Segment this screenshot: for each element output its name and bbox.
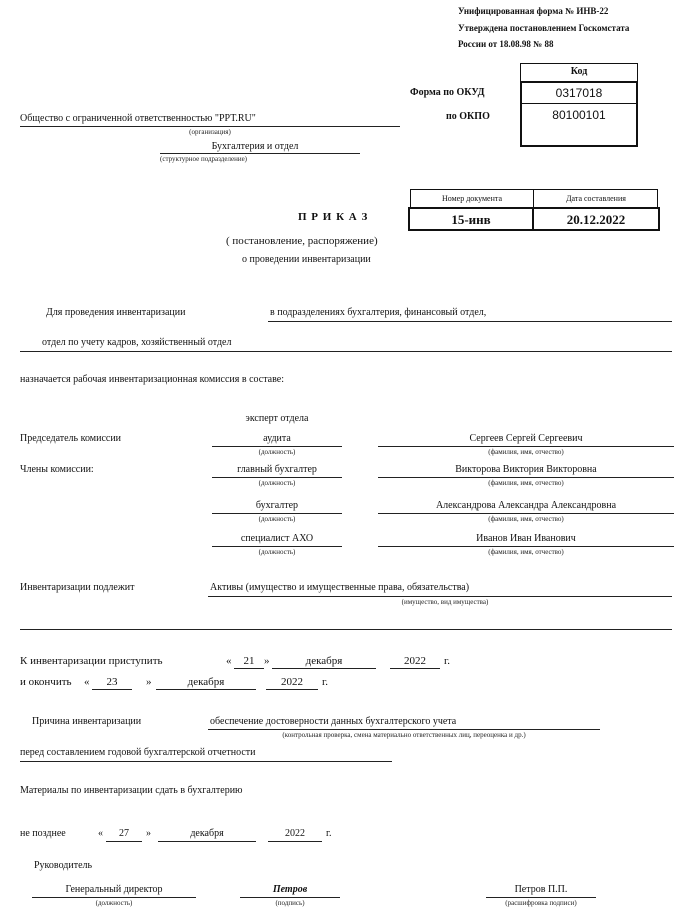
chair-name: Сергеев Сергей Сергеевич (469, 433, 583, 444)
reason-text2: перед составлением годовой бухгалтерской отчетности (20, 747, 256, 758)
form-header-line2: Утверждена постановлением Госкомстата (458, 23, 630, 33)
codes-title-cell (520, 63, 638, 81)
subject-text: Активы (имущество и имущественные права, обязательства) (210, 582, 470, 593)
end-month: декабря (187, 676, 225, 688)
head-label: Руководитель (34, 860, 93, 871)
subject-label: Инвентаризации подлежит (20, 582, 135, 593)
okpo-label: по ОКПО (446, 111, 490, 122)
member-name: Викторова Виктория Викторовна (455, 464, 597, 475)
member-position-caption: (должность) (258, 515, 296, 523)
start-day: 21 (243, 655, 255, 667)
quote-open: « (226, 655, 232, 667)
start-label: К инвентаризации приступить (20, 655, 163, 667)
deadline-year-suffix: г. (326, 828, 332, 839)
deadline-year: 2022 (285, 828, 305, 839)
form-header-line3: России от 18.08.98 № 88 (458, 39, 554, 49)
head-position: Генеральный директор (65, 884, 163, 895)
division-caption: (структурное подразделение) (160, 155, 248, 163)
head-name: Петров П.П. (514, 884, 568, 895)
chair-position-1: эксперт отдела (245, 413, 309, 424)
chair-position-caption: (должность) (258, 448, 296, 456)
head-position-caption: (должность) (95, 899, 133, 907)
okud-value: 0317018 (555, 86, 603, 100)
date-header: Дата составления (566, 194, 626, 203)
number-header: Номер документа (441, 194, 502, 203)
deadline-month: декабря (190, 828, 224, 839)
end-day: 23 (106, 676, 118, 688)
member-position: бухгалтер (255, 500, 299, 511)
organization-caption: (организация) (189, 128, 231, 136)
member-position-caption: (должность) (258, 548, 296, 556)
title-sub: ( постановление, распоряжение) (226, 235, 378, 247)
reason-caption: (контрольная проверка, смена материально ответственных лиц, переоценка и др.) (282, 731, 526, 739)
order-meta-header (410, 189, 658, 207)
quote-close: » (264, 655, 270, 667)
reason-label: Причина инвентаризации (32, 716, 142, 727)
order-date: 20.12.2022 (566, 212, 626, 227)
reason-text: обеспечение достоверности данных бухгалтерского учета (210, 716, 457, 727)
head-signature-caption: (подпись) (275, 899, 305, 907)
page-title: П Р И К А З (298, 211, 369, 223)
purpose-lead: Для проведения инвентаризации (46, 307, 186, 318)
commission-intro: назначается рабочая инвентаризационная комиссия в составе: (20, 374, 284, 385)
member-name-caption: (фамилия, имя, отчество) (488, 548, 564, 556)
deadline-day: 27 (119, 828, 129, 839)
member-position: главный бухгалтер (237, 464, 317, 475)
start-year-suffix: г. (444, 655, 451, 667)
chair-label: Председатель комиссии (20, 433, 122, 444)
organization-name: Общество с ограниченной ответственностью "РРТ.RU" (20, 113, 256, 124)
quote-close: » (146, 676, 152, 688)
okpo-value: 80100101 (552, 108, 606, 122)
members-label: Члены комиссии: (20, 464, 94, 475)
purpose-text2: отдел по учету кадров, хозяйственный отдел (42, 337, 232, 348)
start-month: декабря (305, 655, 343, 667)
member-position: специалист АХО (240, 533, 314, 544)
codes-title: Код (570, 66, 588, 77)
purpose-text1: в подразделениях бухгалтерия, финансовый отдел, (270, 307, 487, 318)
order-meta-values (408, 207, 660, 231)
member-name: Иванов Иван Иванович (476, 533, 576, 544)
materials-text: Материалы по инвентаризации сдать в бухгалтерию (20, 785, 243, 796)
head-signature: Петров (272, 884, 308, 895)
start-year: 2022 (404, 655, 426, 667)
end-year-suffix: г. (322, 676, 329, 688)
head-name-caption: (расшифровка подписи) (505, 899, 577, 907)
member-name: Александрова Александра Александровна (435, 500, 617, 511)
title-about: о проведении инвентаризации (242, 254, 371, 265)
end-label: и окончить (20, 676, 72, 688)
form-header-line1: Унифицированная форма № ИНВ-22 (458, 6, 609, 16)
quote-close: » (146, 828, 151, 839)
codes-values-box (520, 81, 638, 147)
chair-position-2: аудита (263, 433, 291, 444)
quote-open: « (98, 828, 103, 839)
order-number: 15-инв (451, 212, 491, 227)
end-year: 2022 (281, 676, 303, 688)
subject-caption: (имущество, вид имущества) (401, 598, 489, 606)
deadline-label: не позднее (20, 828, 66, 839)
member-position-caption: (должность) (258, 479, 296, 487)
member-name-caption: (фамилия, имя, отчество) (488, 479, 564, 487)
quote-open: « (84, 676, 90, 688)
member-name-caption: (фамилия, имя, отчество) (488, 515, 564, 523)
division-name: Бухгалтерия и отдел (211, 141, 299, 152)
chair-name-caption: (фамилия, имя, отчество) (488, 448, 564, 456)
okud-label: Форма по ОКУД (410, 87, 485, 98)
